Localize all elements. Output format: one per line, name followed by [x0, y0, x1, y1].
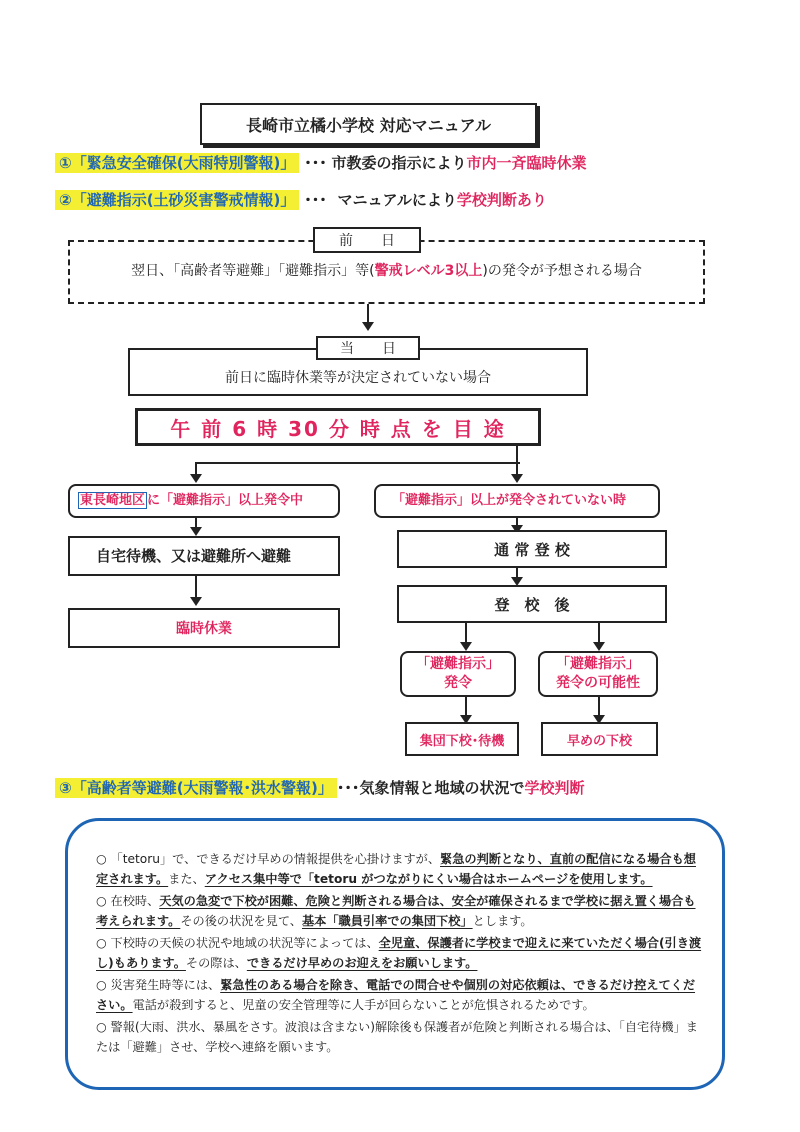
right-condition-box: 「避難指示」以上が発令されていない時: [374, 484, 660, 518]
note-3: ○ 下校時の天候の状況や地域の状況等によっては、全児童、保護者に学校まで迎えに来ていただく場合(引き渡し)もあります。その際は、できるだけ早めのお迎えをお願いします。: [96, 936, 702, 970]
left-action-box: 自宅待機、又は避難所へ避難: [68, 536, 340, 576]
section-1: [55, 150, 755, 176]
section-1-label: ①「緊急安全確保(大雨特別警報)」: [55, 153, 299, 173]
section-1-highlight: 市内一斉臨時休業: [466, 154, 587, 172]
dots: ･･･: [304, 154, 327, 172]
section-3-highlight: 学校判断: [524, 779, 585, 797]
section-2-text: マニュアルにより: [337, 191, 457, 209]
right-step2-box: 登 校 後: [397, 585, 667, 623]
note-4: ○ 災害発生時等には、緊急性のある場合を除き、電話での問合せや個別の対応依頼は、できるだけ控えてください。電話が殺到すると、児童の安全管理等に人手が回らないことが危惧されるためです。: [96, 978, 696, 1012]
section-1-text: 市教委の指示により: [331, 154, 467, 172]
section-2: [55, 187, 755, 213]
dots: ･･･: [304, 191, 327, 209]
note-5: ○ 警報(大雨、洪水、暴風をさす。波浪は含まない)解除後も保護者が危険と判断される場合は、「自宅待機」または「避難」させ、学校へ連絡を願います。: [96, 1020, 698, 1054]
section-2-highlight: 学校判断あり: [456, 191, 547, 209]
same-day-header: 当 日: [316, 336, 420, 360]
section-3: [55, 775, 755, 801]
notes-box: [65, 818, 725, 1090]
previous-day-text: 翌日、「高齢者等避難」「避難指示」等(警戒レベル3以上)の発令が予想される場合: [131, 263, 642, 279]
section-3-label: ③「高齢者等避難(大雨警報･洪水警報)」: [55, 778, 337, 798]
sub-right-box: 「避難指示」 発令の可能性: [538, 651, 658, 697]
sub-left-result: 集団下校･待機: [405, 722, 519, 756]
sub-right-result: 早めの下校: [541, 722, 658, 756]
title-box: [200, 103, 537, 145]
left-condition-box: 東長崎地区 に「避難指示」以上発令中: [68, 484, 340, 518]
area-name: 東長崎地区: [80, 493, 146, 508]
previous-day-header: 前 日: [313, 227, 421, 253]
decision-box: 午 前 6 時 30 分 時 点 を 目 途: [135, 408, 541, 446]
section-3-text: 気象情報と地域の状況で: [359, 779, 525, 797]
sub-left-box: 「避難指示」 発令: [400, 651, 516, 697]
left-result-box: 臨時休業: [68, 608, 340, 648]
page-title: 長崎市立橘小学校 対応マニュアル: [246, 115, 491, 135]
note-2: ○ 在校時、天気の急変で下校が困難、危険と判断される場合は、安全が確保されるまで学校に据え置く場合も考えられます。その後の状況を見て、基本「職員引率での集団下校」とします。: [96, 894, 696, 928]
section-2-label: ②「避難指示(土砂災害警戒情報)」: [55, 190, 299, 210]
same-day-condition: 前日に臨時休業等が決定されていない場合: [225, 370, 491, 386]
note-1: ○ 「tetoru」で、できるだけ早めの情報提供を心掛けますが、緊急の判断となり、直前の配信になる場合も想定されます。また、アクセス集中等で「tetoru がつながりにくい場合はホームページを使用します。: [96, 852, 696, 886]
dots: ･･･: [336, 779, 360, 797]
right-step1-box: 通 常 登 校: [397, 530, 667, 568]
